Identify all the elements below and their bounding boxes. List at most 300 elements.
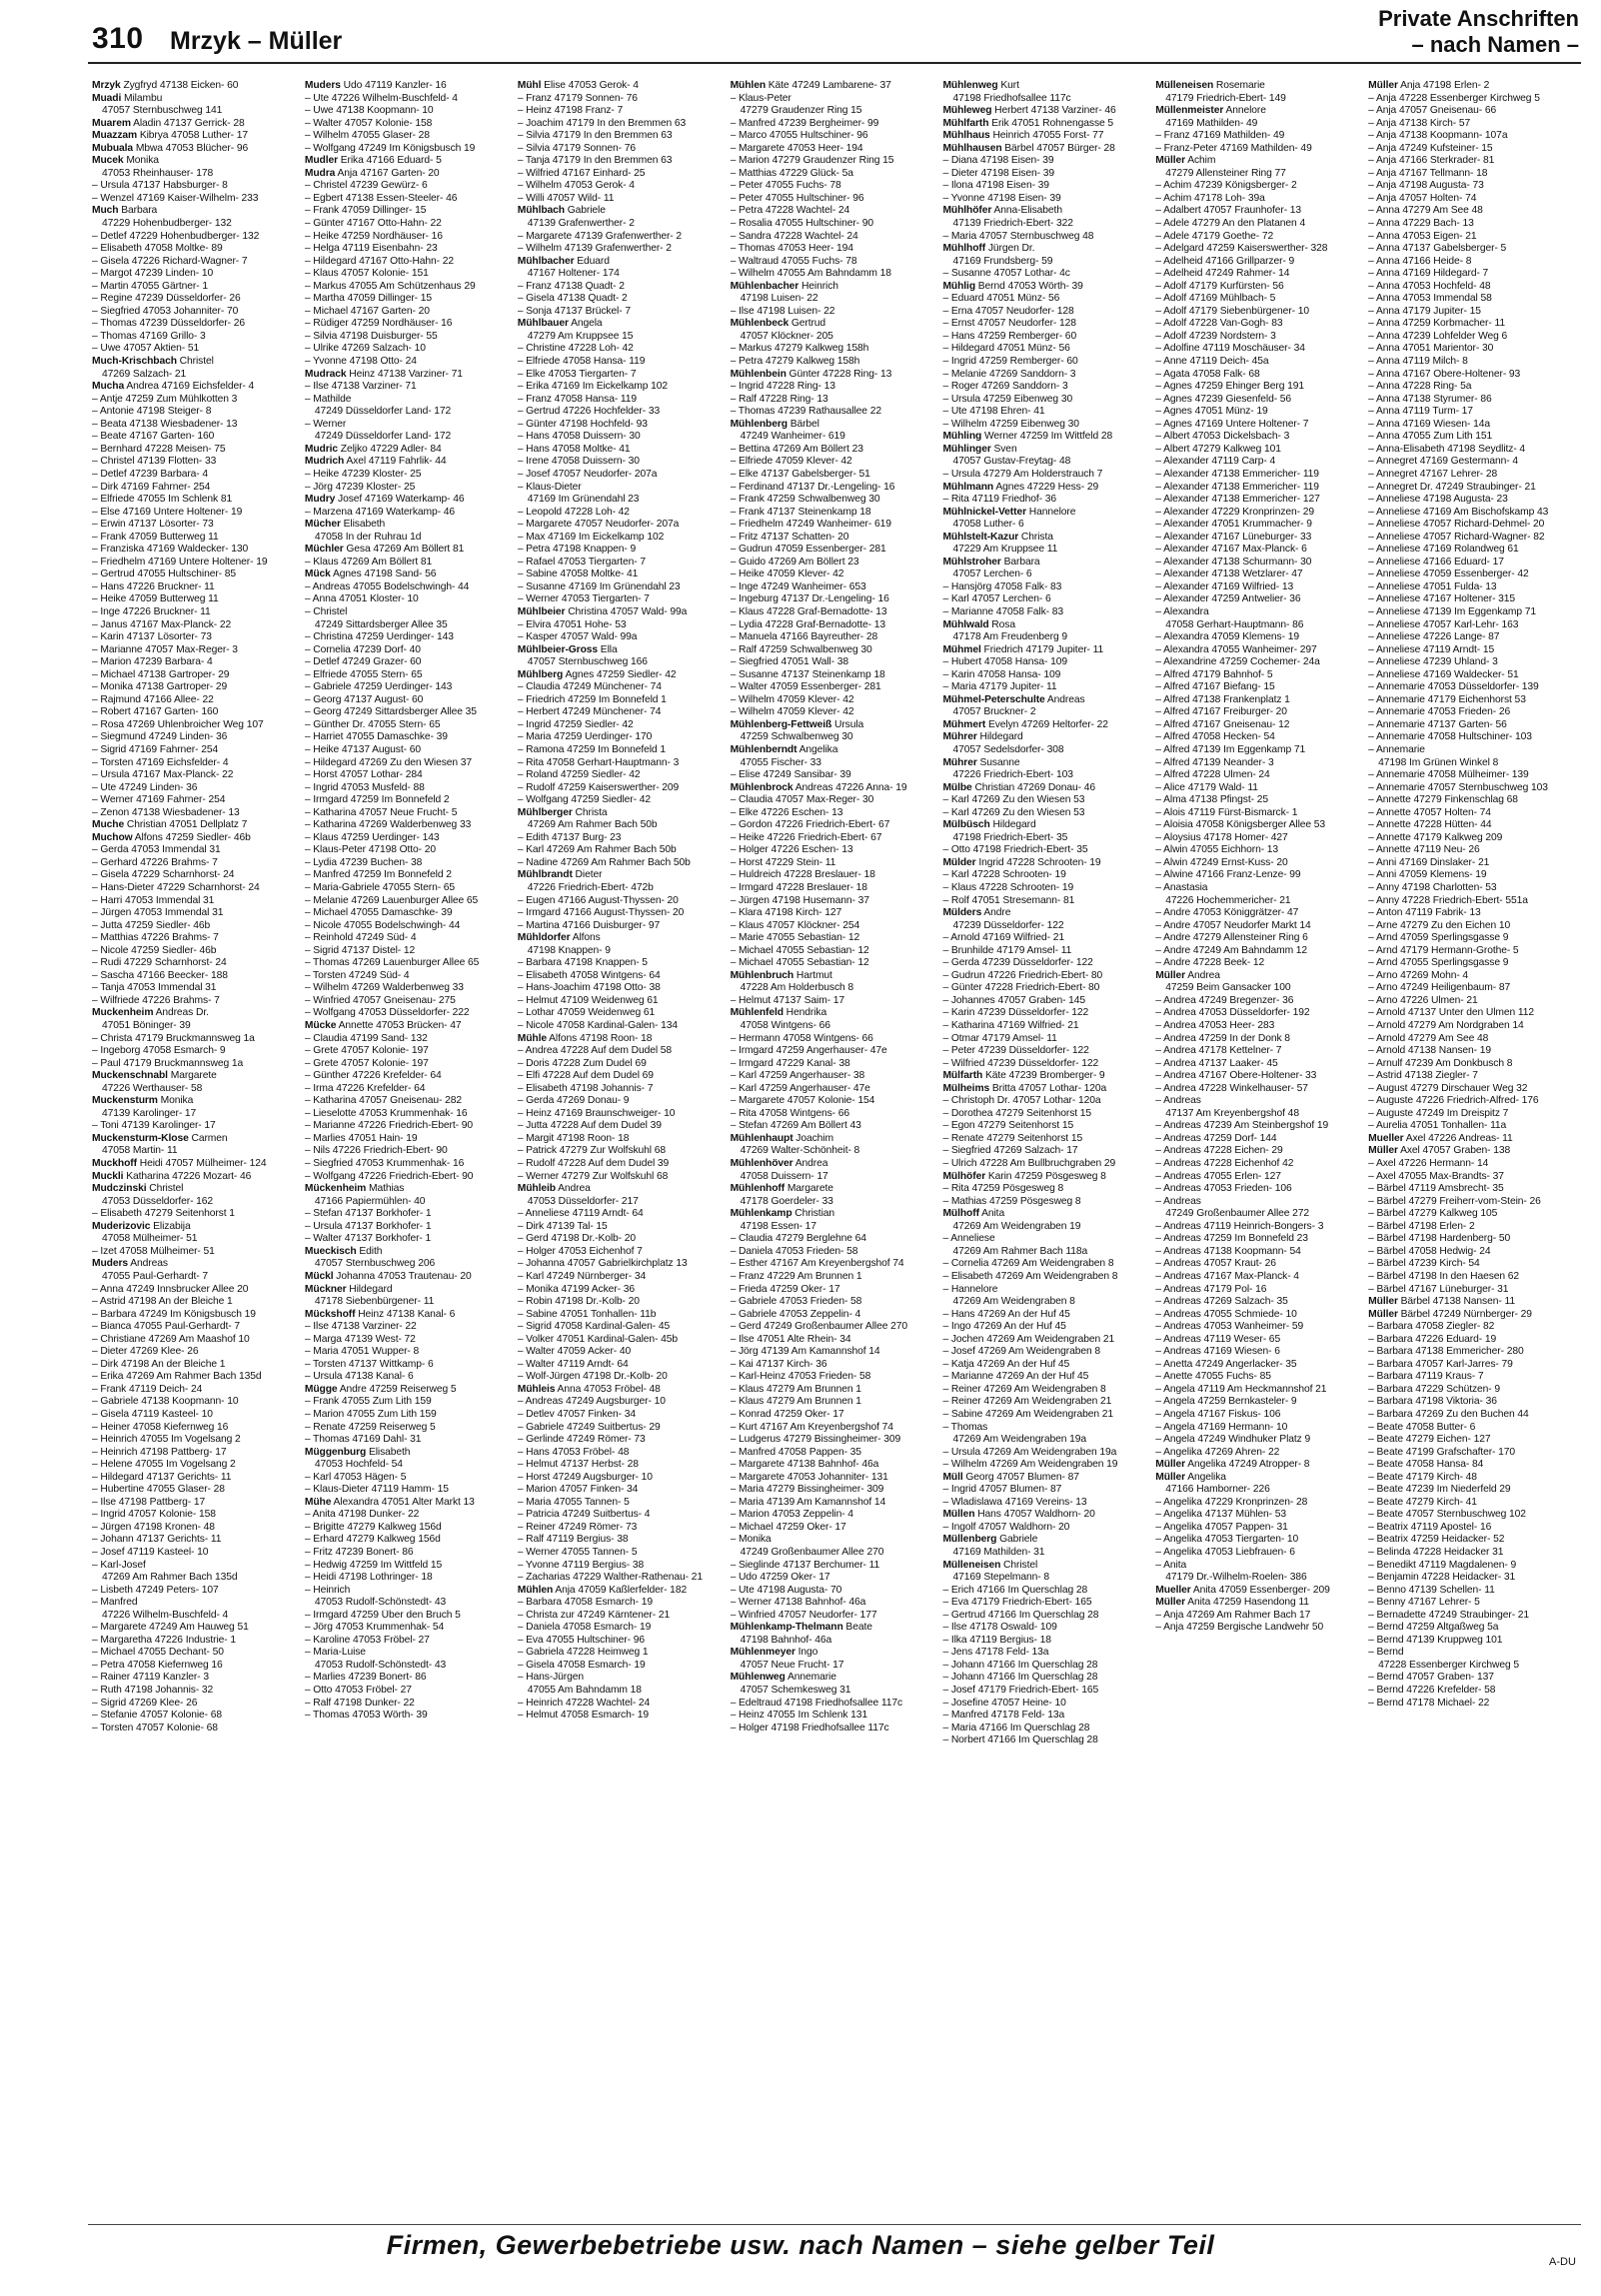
listing-entry: Much-Krischbach Christel	[92, 356, 214, 368]
listing-entry: – Elfriede 47058 Hansa- 119	[517, 356, 646, 368]
listing-entry: – Ingrid 47259 Siedler- 42	[517, 718, 634, 730]
listing-entry: – Ralf 47119 Bergius- 38	[517, 1534, 629, 1546]
listing-entry: – Marlies 47239 Bonert- 86	[304, 1672, 427, 1684]
listing-entry: – Heinrich 47198 Pattberg- 17	[92, 1446, 227, 1458]
listing-column-4	[731, 80, 943, 2218]
listing-entry: – Ilse 47198 Luisen- 22	[730, 305, 835, 317]
listing-entry: – Elise 47249 Sansibar- 39	[730, 769, 851, 781]
listing-entry: – Anja 47198 Augusta- 73	[1368, 180, 1484, 192]
listing-entry: – Annemarie 47179 Eichenhorst 53	[1368, 693, 1526, 705]
listing-entry: – Andreas 47053 Wanheimer- 59	[1155, 1321, 1304, 1333]
listing-entry: 47166 Papiermühlen- 40	[314, 1195, 426, 1207]
listing-entry: – Dirk 47139 Tal- 15	[517, 1220, 608, 1232]
listing-entry: – Stefan 47269 Am Böllert 43	[730, 1120, 861, 1132]
listing-entry: – Maria 47166 Im Querschlag 28	[942, 1722, 1090, 1733]
listing-entry: Müller Anita 47259 Hasendong 11	[1155, 1597, 1309, 1609]
listing-entry: – Ingrid 47057 Blumen- 87	[942, 1484, 1062, 1496]
listing-entry: – Winfried 47057 Gneisenau- 275	[304, 994, 456, 1006]
listing-entry: – Anneliese 47051 Fulda- 13	[1368, 580, 1497, 592]
listing-entry: – Petra 47198 Knappen- 9	[517, 544, 637, 556]
listing-entry: Müll Georg 47057 Blumen- 87	[942, 1471, 1079, 1483]
listing-entry: – Anna 47167 Obere-Holtener- 93	[1368, 368, 1521, 380]
listing-entry: Mülfarth Käte 47239 Bromberger- 9	[942, 1070, 1105, 1082]
listing-entry: – Karin 47239 Düsseldorfer- 122	[942, 1007, 1089, 1019]
listing-entry: 47058 Mülheimer- 51	[102, 1233, 198, 1245]
listing-entry: – Daniela 47053 Frieden- 58	[730, 1245, 858, 1257]
listing-entry: – Aloisia 47058 Königsberger Allee 53	[1155, 819, 1326, 831]
listing-entry: – Irmgard 47229 Kanal- 38	[730, 1057, 850, 1069]
listing-entry: – Johannes 47057 Graben- 145	[942, 994, 1086, 1006]
listing-entry: – Renate 47259 Reiserweg 5	[304, 1421, 436, 1433]
listing-entry: 47249 Düsseldorfer Land- 172	[314, 431, 452, 443]
listing-entry: Mülder Ingrid 47228 Schrooten- 19	[942, 856, 1101, 868]
listing-entry: – Alfred 47167 Gneisenau- 12	[1155, 718, 1290, 730]
listing-entry: – Eva 47179 Friedrich-Ebert- 165	[942, 1597, 1092, 1609]
listing-entry: – Claudia 47199 Sand- 132	[304, 1032, 428, 1044]
listing-entry: – Frank 47059 Butterweg 11	[92, 531, 219, 543]
listing-entry: – Alexander 47138 Emmericher- 127	[1155, 494, 1320, 506]
listing-entry: – Günter 47167 Otto-Hahn- 22	[304, 218, 442, 230]
listing-entry: – Thomas 47269 Lauenburger Allee 65	[304, 957, 480, 969]
listing-entry: – Manfred 47259 Im Bonnefeld 2	[304, 869, 452, 881]
listing-entry: – Astrid 47198 An der Bleiche 1	[92, 1296, 233, 1308]
listing-entry: 47166 Hamborner- 226	[1165, 1484, 1270, 1496]
listing-entry: – Beate 47279 Kirch- 41	[1368, 1496, 1477, 1508]
listing-entry: – Anni 47059 Klemens- 19	[1368, 869, 1487, 881]
listing-entry: – Werner 47055 Tannen- 5	[517, 1546, 638, 1558]
listing-entry: 47178 Siebenbürgener- 11	[314, 1296, 435, 1308]
listing-entry: – Klaus 47228 Schrooten- 19	[942, 882, 1074, 893]
listing-entry: – Hannelore	[942, 1283, 998, 1295]
listing-entry: – Angela 47249 Windhuker Platz 9	[1155, 1434, 1311, 1446]
listing-entry: 47057 Sedelsdorfer- 308	[952, 743, 1064, 755]
listing-entry: – Mathias 47259 Pösgesweg 8	[942, 1195, 1081, 1207]
listing-entry: – Andre 47057 Neudorfer Markt 14	[1155, 919, 1311, 931]
listing-entry: – Annette 47179 Kalkweg 209	[1368, 831, 1503, 843]
listing-entry: – Gabriela 47228 Heimweg 1	[517, 1647, 649, 1659]
listing-entry: 47249 Großenbaumer Allee 270	[740, 1546, 884, 1558]
listing-entry: – Anneliese 47198 Augusta- 23	[1368, 494, 1508, 506]
listing-entry: – Anna 47053 Hochfeld- 48	[1368, 280, 1491, 292]
listing-entry: – Michael 47055 Sebastian- 12	[730, 944, 869, 956]
listing-entry: – Walter 47057 Kolonie- 158	[304, 117, 433, 129]
listing-entry: Mühlenweg Kurt	[942, 80, 1019, 91]
listing-entry: – Yvonne 47198 Eisen- 39	[942, 192, 1061, 204]
listing-entry: – Heinz 47055 Im Schlenk 131	[730, 1710, 868, 1722]
listing-entry: 47249 Düsseldorfer Land- 172	[314, 406, 452, 418]
listing-entry: Müller Bärbel 47138 Nansen- 11	[1368, 1296, 1515, 1308]
listing-entry: – Gerda 47053 Immendal 31	[92, 844, 221, 856]
listing-entry: – Wilhelm 47059 Klever- 42	[730, 693, 854, 705]
listing-entry: – Detlev 47057 Finken- 34	[517, 1408, 636, 1420]
listing-entry: – Anja 47138 Koopmann- 107a	[1368, 130, 1508, 142]
listing-entry: – Barbara 47119 Kraus- 7	[1368, 1371, 1484, 1383]
listing-entry: Mubuala Mbwa 47053 Blücher- 96	[92, 142, 249, 154]
listing-entry: – Claudia 47249 Münchener- 74	[517, 681, 662, 693]
listing-entry: – Andreas 47228 Eichen- 29	[1155, 1145, 1283, 1157]
listing-entry: – Detlef 47249 Grazer- 60	[304, 656, 422, 668]
listing-entry: – Markus 47279 Kalkweg 158h	[730, 343, 869, 355]
listing-entry: – Andreas	[1155, 1195, 1201, 1207]
listing-entry: – Beata 47138 Wiesbadener- 13	[92, 418, 238, 430]
listing-entry: – Gudrun 47059 Essenberger- 281	[730, 544, 886, 556]
listing-entry: – Marion 47055 Zum Lith 159	[304, 1408, 437, 1420]
listing-entry: – Arno 47226 Ulmen- 21	[1368, 994, 1478, 1006]
listing-entry: – Beate 47167 Garten- 160	[92, 431, 215, 443]
listing-entry: – Alexandra 47055 Wanheimer- 297	[1155, 643, 1317, 655]
listing-entry: – Robert 47167 Garten- 160	[92, 706, 219, 718]
listing-entry: 47057 Lerchen- 6	[952, 569, 1032, 580]
listing-entry: – Ute 47226 Wilhelm-Buschfeld- 4	[304, 92, 458, 104]
listing-entry: 47226 Friedrich-Ebert- 472b	[527, 882, 654, 893]
listing-entry: Müller Anja 47198 Erlen- 2	[1368, 80, 1490, 91]
listing-entry: – Friedhelm 47249 Wanheimer- 619	[730, 519, 891, 531]
listing-entry: – Sonja 47137 Brückel- 7	[517, 305, 631, 317]
listing-entry: – Thomas 47053 Wörth- 39	[304, 1710, 428, 1722]
listing-entry: Müller Axel 47057 Graben- 138	[1368, 1145, 1511, 1157]
listing-entry: Mühlenkamp Christian	[730, 1208, 835, 1220]
listing-entry: – Patricia 47249 Suitbertus- 4	[517, 1509, 651, 1521]
listing-entry: Mudler Erika 47166 Eduard- 5	[304, 155, 442, 167]
listing-entry: – Maria-Gabriele 47055 Stern- 65	[304, 882, 456, 893]
listing-entry: – Annette 47057 Holten- 74	[1368, 806, 1491, 818]
listing-entry: – Anna 47249 Innsbrucker Allee 20	[92, 1283, 249, 1295]
listing-entry: – Andreas 47055 Erlen- 127	[1155, 1170, 1281, 1182]
listing-entry: Mudrich Axel 47119 Fahrlik- 44	[304, 456, 447, 468]
listing-entry: – Bärbel 47239 Kirch- 54	[1368, 1258, 1480, 1270]
listing-entry: – Belinda 47228 Heidacker 31	[1368, 1546, 1504, 1558]
listing-entry: Mühlbauer Angela	[517, 318, 603, 330]
listing-entry: – Janus 47167 Max-Planck- 22	[92, 618, 232, 630]
listing-entry: – Rita 47259 Pösgesweg 8	[942, 1183, 1064, 1195]
listing-entry: – Rudolf 47259 Kaiserswerther- 209	[517, 781, 680, 793]
listing-entry: – Gabriele 47249 Suitbertus- 29	[517, 1421, 661, 1433]
listing-columns	[92, 80, 1581, 2218]
listing-entry: – Barbara 47249 Im Königsbusch 19	[92, 1308, 256, 1320]
listing-entry: – Alexander 47138 Schurmann- 30	[1155, 556, 1312, 568]
listing-entry: Muazzam Kibrya 47058 Luther- 17	[92, 130, 249, 142]
listing-entry: – Christel	[304, 605, 348, 617]
listing-entry: – Katharina 47269 Walderbenweg 33	[304, 819, 472, 831]
listing-entry: Mühlenbacher Heinrich	[730, 280, 838, 292]
listing-entry: – Elisabeth 47058 Wintgens- 64	[517, 969, 661, 981]
listing-column-2	[305, 80, 518, 2218]
listing-entry: Mühlenkamp-Thelmann Beate	[730, 1622, 872, 1634]
listing-entry: – Ilse 47178 Oswald- 109	[942, 1622, 1057, 1634]
listing-entry: Mücke Annette 47053 Brücken- 47	[304, 1020, 462, 1032]
listing-entry: – Gerd 47198 Dr.-Kolb- 20	[517, 1233, 636, 1245]
listing-entry: 47178 Am Freudenberg 9	[952, 631, 1068, 643]
listing-entry: – Maria-Luise	[304, 1647, 366, 1659]
listing-entry: – Otmar 47179 Amsel- 11	[942, 1032, 1057, 1044]
listing-entry: – Marga 47139 West- 72	[304, 1333, 416, 1345]
listing-entry: – Andrea 47249 Bregenzer- 36	[1155, 994, 1294, 1006]
listing-entry: – Thomas 47169 Grillo- 3	[92, 330, 206, 342]
listing-entry: – Annemarie 47058 Hultschiner- 103	[1368, 731, 1532, 743]
listing-entry: – Anna 47259 Korbmacher- 11	[1368, 318, 1505, 330]
listing-entry: – Thomas 47053 Heer- 194	[730, 243, 853, 255]
listing-entry: Mückner Hildegard	[304, 1283, 393, 1295]
listing-entry: – Christa zur 47249 Kärntener- 21	[517, 1609, 671, 1621]
listing-entry: – Barbara 47058 Ziegler- 82	[1368, 1321, 1495, 1333]
listing-entry: – Marion 47057 Finken- 34	[517, 1484, 639, 1496]
listing-entry: – Johann 47166 Im Querschlag 28	[942, 1672, 1098, 1684]
listing-entry: 47139 Grafenwerther- 2	[527, 218, 635, 230]
listing-entry: – Christoph Dr. 47057 Lothar- 120a	[942, 1095, 1101, 1107]
listing-entry: – Ingrid 47259 Remberger- 60	[942, 356, 1078, 368]
listing-entry: – Ingrid 47228 Ring- 13	[730, 381, 835, 393]
listing-entry: – Heike 47239 Kloster- 25	[304, 468, 422, 480]
listing-entry: – Bernd 47178 Michael- 22	[1368, 1697, 1490, 1709]
listing-entry: – Katharina 47169 Wilfried- 21	[942, 1020, 1079, 1032]
listing-entry: – Winfried 47057 Neudorfer- 177	[730, 1609, 877, 1621]
listing-entry: Mühlig Bernd 47053 Wörth- 39	[942, 280, 1083, 292]
listing-entry: – Nils 47226 Friedrich-Ebert- 90	[304, 1145, 448, 1157]
listing-entry: 47139 Karolinger- 17	[102, 1107, 197, 1119]
listing-entry: Mucha Andrea 47169 Eichsfelder- 4	[92, 381, 255, 393]
listing-entry: – Fritz 47137 Schatten- 20	[730, 531, 849, 543]
listing-entry: – Helene 47055 Im Vogelsang 2	[92, 1459, 236, 1471]
listing-entry: – Wilhelm 47269 Am Weidengraben 19	[942, 1459, 1118, 1471]
listing-entry: – Auguste 47226 Friedrich-Alfred- 176	[1368, 1095, 1539, 1107]
listing-entry: Mühling Werner 47259 Im Wittfeld 28	[942, 431, 1113, 443]
listing-entry: – Arnd 47179 Hermann-Grothe- 5	[1368, 944, 1519, 956]
listing-entry: – Hansjörg 47058 Falk- 83	[942, 580, 1062, 592]
listing-entry: – Martina 47166 Duisburger- 97	[517, 919, 661, 931]
listing-entry: – Bernd 47226 Krefelder- 58	[1368, 1685, 1496, 1696]
listing-entry: – Barbara 47269 Zu den Buchen 44	[1368, 1408, 1529, 1420]
listing-entry: – Detlef 47229 Hohenbudberger- 132	[92, 230, 260, 242]
listing-entry: – Maria 47279 Bissingheimer- 309	[730, 1484, 884, 1496]
listing-entry: – Michael 47055 Dechant- 50	[92, 1647, 224, 1659]
listing-entry: – Anna 47169 Hildegard- 7	[1368, 268, 1489, 280]
listing-entry: Mucek Monika	[92, 155, 159, 167]
listing-entry: 47269 Am Weidengraben 8	[952, 1296, 1075, 1308]
listing-entry: – Anja 47269 Am Rahmer Bach 17	[1155, 1609, 1311, 1621]
listing-entry: – Inge 47226 Bruckner- 11	[92, 605, 211, 617]
listing-entry: – Alfred 47179 Bahnhof- 5	[1155, 668, 1273, 680]
listing-entry: – Alexander 47167 Max-Planck- 6	[1155, 544, 1307, 556]
listing-entry: – Dirk 47169 Fahrner- 254	[92, 481, 211, 493]
listing-entry: – Wilfriede 47226 Brahms- 7	[92, 994, 220, 1006]
listing-entry: – Reiner 47269 Am Weidengraben 8	[942, 1383, 1106, 1395]
listing-entry: – Anna 47166 Heide- 8	[1368, 255, 1472, 267]
listing-entry: – Anna 47053 Immendal 58	[1368, 293, 1492, 305]
listing-entry: – Erika 47269 Am Rahmer Bach 135d	[92, 1371, 262, 1383]
listing-entry: Muders Andreas	[92, 1258, 168, 1270]
listing-entry: – Frieda 47259 Oker- 17	[730, 1283, 840, 1295]
listing-entry: – Anneliese 47169 Waldecker- 51	[1368, 668, 1519, 680]
listing-entry: Mühleib Andrea	[517, 1183, 591, 1195]
listing-entry: – Angela 47169 Hermann- 10	[1155, 1421, 1288, 1433]
listing-entry: – Otto 47198 Friedrich-Ebert- 35	[942, 844, 1088, 856]
listing-entry: – Andrea 47259 In der Donk 8	[1155, 1032, 1290, 1044]
listing-entry: – Dorothea 47279 Seitenhorst 15	[942, 1107, 1092, 1119]
listing-entry: – Andreas 47119 Weser- 65	[1155, 1333, 1281, 1345]
listing-entry: – Reiner 47249 Römer- 73	[517, 1521, 638, 1533]
listing-entry: – Klaus 47279 Am Brunnen 1	[730, 1383, 861, 1395]
listing-entry: Mühlberger Christa	[517, 806, 608, 818]
listing-entry: – Gertrud 47166 Im Querschlag 28	[942, 1609, 1099, 1621]
listing-entry: – Anita	[1155, 1559, 1187, 1571]
listing-entry: – Arno 47249 Heiligenbaum- 87	[1368, 982, 1511, 994]
listing-entry: – Michael 47055 Sebastian- 12	[730, 957, 869, 969]
listing-entry: – Wilhelm 47055 Glaser- 28	[304, 130, 430, 142]
listing-entry: – Wilhelm 47269 Walderbenweg 33	[304, 982, 464, 994]
listing-entry: – Ulrike 47269 Salzach- 10	[304, 343, 426, 355]
listing-entry: 47055 Paul-Gerhardt- 7	[102, 1270, 208, 1282]
listing-entry: – Frank 47059 Dillinger- 15	[304, 205, 427, 217]
listing-entry: – Sigrid 47137 Distel- 12	[304, 944, 416, 956]
listing-entry: Mühlenmeyer Ingo	[730, 1647, 818, 1659]
listing-entry: 47057 Gustav-Freytag- 48	[952, 456, 1071, 468]
listing-entry: – Rita 47058 Gerhart-Hauptmann- 3	[517, 756, 680, 768]
listing-entry: – Alexander 47169 Wilfried- 13	[1155, 580, 1294, 592]
listing-entry: – Toni 47139 Karolinger- 17	[92, 1120, 216, 1132]
listing-entry: 47226 Wilhelm-Buschfeld- 4	[102, 1609, 229, 1621]
listing-entry: Mügge Andre 47259 Reiserweg 5	[304, 1383, 457, 1395]
listing-entry: – Arnd 47059 Sperlingsgasse 9	[1368, 932, 1509, 944]
listing-entry: – Annette 47228 Hütten- 44	[1368, 819, 1492, 831]
listing-entry: – Angela 47119 Am Heckmannshof 21	[1155, 1383, 1327, 1395]
listing-entry: – Annemarie 47137 Garten- 56	[1368, 718, 1507, 730]
listing-entry: 47279 Graudenzer Ring 15	[740, 105, 862, 117]
listing-entry: – Anja 47138 Kirch- 57	[1368, 117, 1471, 129]
listing-entry: – Michael 47259 Oker- 17	[730, 1521, 846, 1533]
listing-entry: Mühlbrandt Dieter	[517, 869, 603, 881]
listing-entry: – Klaus 47057 Klöckner- 254	[730, 919, 860, 931]
listing-entry: Mühlstelt-Kazur Christa	[942, 531, 1053, 543]
listing-entry: – Markus 47055 Am Schützenhaus 29	[304, 280, 476, 292]
listing-entry: – Andre 47053 Königgrätzer- 47	[1155, 907, 1299, 919]
listing-entry: – Marianne 47269 An der Huf 45	[942, 1371, 1089, 1383]
listing-entry: 47058 Wintgens- 66	[740, 1020, 830, 1032]
listing-entry: Muderizovic Elizabija	[92, 1220, 191, 1232]
listing-entry: – Silvia 47198 Duisburger- 55	[304, 330, 438, 342]
listing-entry: – Anna 47279 Am See 48	[1368, 205, 1483, 217]
listing-entry: 47179 Dr.-Wilhelm-Roelen- 386	[1165, 1572, 1307, 1584]
listing-entry: – Anja 47249 Kufsteiner- 15	[1368, 142, 1493, 154]
listing-entry: – Dirk 47198 An der Bleiche 1	[92, 1358, 226, 1370]
listing-entry: 47053 Rheinhauser- 178	[102, 167, 214, 179]
listing-entry: – Sabine 47058 Moltke- 41	[517, 569, 639, 580]
listing-entry: Mühlstroher Barbara	[942, 556, 1040, 568]
listing-entry: – Wilhelm 47059 Klever- 42	[730, 706, 854, 718]
listing-entry: – Andrea 47053 Düsseldorfer- 192	[1155, 1007, 1310, 1019]
listing-entry: – Wilhelm 47053 Gerok- 4	[517, 180, 635, 192]
listing-entry: Mühlhausen Bärbel 47057 Bürger- 28	[942, 142, 1115, 154]
listing-entry: – Jens 47178 Feld- 13a	[942, 1647, 1049, 1659]
listing-entry: – Hildegard 47167 Otto-Hahn- 22	[304, 255, 455, 267]
listing-entry: 47226 Friedrich-Ebert- 103	[952, 769, 1073, 781]
listing-entry: – Johann 47137 Gerichts- 11	[92, 1534, 222, 1546]
listing-entry: Mudra Anja 47167 Garten- 20	[304, 167, 440, 179]
listing-entry: – Edith 47137 Burg- 23	[517, 831, 622, 843]
listing-entry: – Jürgen 47053 Immendal 31	[92, 907, 224, 919]
listing-entry: – Nicole 47259 Siedler- 46b	[92, 944, 217, 956]
listing-entry: – Annette 47119 Neu- 26	[1368, 844, 1480, 856]
listing-entry: – Aloysius 47178 Homer- 427	[1155, 831, 1288, 843]
listing-entry: – Barbara 47138 Emmericher- 280	[1368, 1346, 1524, 1358]
listing-entry: – Andreas 47167 Max-Planck- 4	[1155, 1270, 1299, 1282]
listing-entry: Mühlenhöver Andrea	[730, 1158, 828, 1170]
header-rule	[88, 62, 1581, 64]
listing-entry: – Axel 47226 Hermann- 14	[1368, 1158, 1489, 1170]
listing-entry: – Reinhold 47249 Süd- 4	[304, 932, 417, 944]
listing-entry: – Andreas 47228 Eichenhof 42	[1155, 1158, 1294, 1170]
listing-entry: – Helmut 47137 Saim- 17	[730, 994, 845, 1006]
listing-entry: Mühlenberndt Angelika	[730, 743, 838, 755]
listing-entry: – Rudolf 47228 Auf dem Dudel 39	[517, 1158, 670, 1170]
listing-entry: – Anna 47051 Kloster- 10	[304, 593, 419, 605]
listing-entry: – Friedhelm 47169 Untere Holtener- 19	[92, 556, 268, 568]
listing-entry: – Anna-Elisabeth 47198 Seydlitz- 4	[1368, 443, 1526, 455]
listing-entry: 47057 Schemkesweg 31	[740, 1685, 851, 1696]
listing-entry: – Barbara 47058 Esmarch- 19	[517, 1597, 653, 1609]
listing-entry: – Rita 47119 Friedhof- 36	[942, 494, 1056, 506]
page-header	[0, 0, 1601, 62]
listing-entry: – Melanie 47269 Sanddorn- 3	[942, 368, 1076, 380]
listing-entry: – Karl 47269 Am Rahmer Bach 50b	[517, 844, 677, 856]
listing-entry: – Anneliese	[942, 1233, 995, 1245]
listing-entry: – Annemarie 47053 Düsseldorfer- 139	[1368, 681, 1539, 693]
listing-entry: – Christel 47239 Gewürz- 6	[304, 180, 428, 192]
listing-entry: – Bernhard 47228 Meisen- 75	[92, 443, 226, 455]
listing-entry: – Heinz 47198 Franz- 7	[517, 105, 624, 117]
section-title-line-1: Private Anschriften	[1378, 6, 1579, 31]
listing-entry: 47053 Rudolf-Schönstedt- 43	[314, 1597, 447, 1609]
listing-entry: – Anna 47051 Marientor- 30	[1368, 343, 1494, 355]
listing-entry: – Gordon 47226 Friedrich-Ebert- 67	[730, 819, 890, 831]
listing-entry: – Margarete 47053 Heer- 194	[730, 142, 863, 154]
listing-entry: – Elvira 47051 Hohe- 53	[517, 618, 627, 630]
listing-entry: – Christa 47179 Bruckmannsweg 1a	[92, 1032, 255, 1044]
listing-entry: Mühlwald Rosa	[942, 618, 1015, 630]
listing-entry: 47198 Im Grünen Winkel 8	[1378, 756, 1499, 768]
listing-entry: – Anastasia	[1155, 882, 1208, 893]
listing-entry: 47169 Stepelmann- 8	[952, 1572, 1050, 1584]
listing-entry: – Arnold 47137 Unter den Ulmen 112	[1368, 1007, 1535, 1019]
listing-entry: – Stefanie 47057 Kolonie- 68	[92, 1710, 223, 1722]
listing-entry: – Bärbel 47279 Kalkweg 105	[1368, 1208, 1498, 1220]
listing-entry: – Irmgard 47259 Angerhauser- 47e	[730, 1045, 887, 1057]
listing-entry: – Adolf 47179 Kurfürsten- 56	[1155, 280, 1284, 292]
listing-entry: – Anna 47138 Styrumer- 86	[1368, 393, 1492, 405]
listing-entry: – Frank 47119 Deich- 24	[92, 1383, 203, 1395]
listing-entry: – Franz 47179 Sonnen- 76	[517, 92, 638, 104]
listing-entry: 47169 Frundsberg- 59	[952, 255, 1053, 267]
listing-entry: – Auguste 47249 Im Dreispitz 7	[1368, 1107, 1509, 1119]
listing-column-5	[942, 80, 1155, 2218]
listing-entry: Muckensturm-Klose Carmen	[92, 1132, 228, 1144]
listing-entry: – Franziska 47169 Waldecker- 130	[92, 544, 249, 556]
listing-entry: 47055 Fischer- 33	[740, 756, 821, 768]
listing-entry: – Beatrix 47259 Heidacker- 52	[1368, 1534, 1505, 1546]
listing-entry: – Angelika 47053 Tiergarten- 10	[1155, 1534, 1299, 1546]
listing-entry: – Helga 47119 Eisenbahn- 23	[304, 243, 438, 255]
listing-entry: – Beate 47058 Butter- 6	[1368, 1421, 1476, 1433]
listing-entry: – Doris 47228 Zum Dudel 69	[517, 1057, 647, 1069]
listing-entry: – Jutta 47259 Siedler- 46b	[92, 919, 211, 931]
listing-entry: Mühlenhoff Margarete	[730, 1183, 833, 1195]
listing-entry: 47058 Luther- 6	[952, 519, 1024, 531]
listing-entry: – Adolf 47179 Siebenbürgener- 10	[1155, 305, 1309, 317]
listing-entry: Mühlmann Agnes 47229 Hess- 29	[942, 481, 1099, 493]
listing-entry: – Arnold 47279 Am Nordgraben 14	[1368, 1020, 1524, 1032]
listing-entry: – Reiner 47269 Am Weidengraben 21	[942, 1396, 1112, 1408]
listing-entry: – Adelgard 47259 Kaiserswerther- 328	[1155, 243, 1328, 255]
listing-entry: – Franz 47058 Hansa- 119	[517, 393, 638, 405]
